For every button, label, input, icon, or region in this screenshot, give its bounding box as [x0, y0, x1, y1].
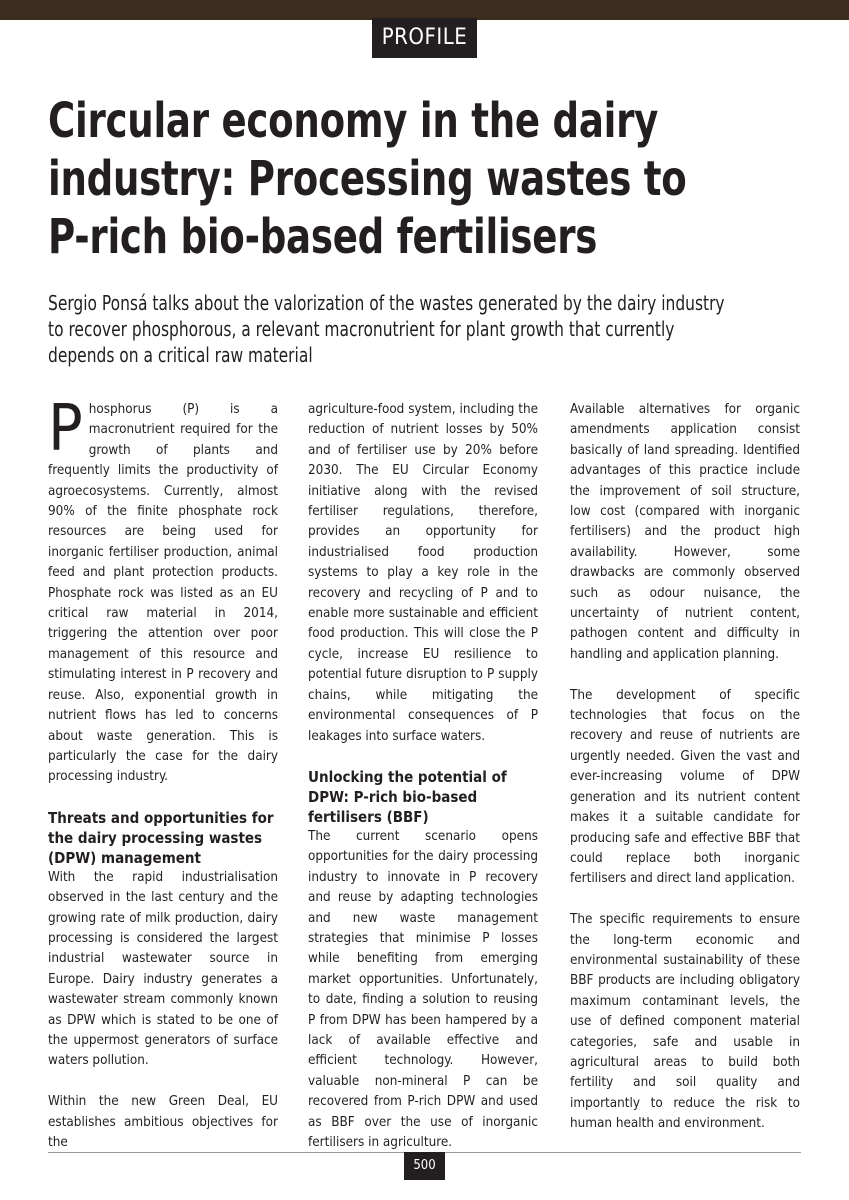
- section-heading: Threats and opportunities for the dairy processing wastes (DPW) management: [48, 808, 274, 867]
- paragraph: agriculture-food system, including the reduction of nutrient losses by 50% and of fertiliser use by 20% before 2030. The EU Circular Economy initiative along with the revised fertiliser regulations, therefore, provides an opportunity for industrialised food production systems to play a key role in the recovery and recycling of P and to enable more sustainable and efficient food production. This will close the P cycle, increase EU resilience to potential future disruption to P supply chains, while mitigating the environmental consequences of P leakages into surface waters.: [308, 402, 538, 744]
- drop-cap: P: [48, 392, 83, 466]
- top-color-bar: [0, 0, 849, 20]
- column-2: [308, 400, 538, 1153]
- paragraph: The current scenario opens opportunities for the dairy processing industry to innovate in P recovery and reuse by adapting technologies and new waste management strategies that minimise P losses while benefiting from emerging market opportunities. Unfortunately, to date, finding a solution to reusing P from DPW has been hampered by a lack of available effective and efficient technology. However, valuable non-mineral P can be recovered from P-rich DPW and used as BBF over the use of inorganic fertilisers in agriculture.: [308, 828, 538, 1150]
- paragraph: With the rapid industrialisation observed in the last century and the growing rate of milk production, dairy processing is considered the largest industrial wastewater source in Europe. Dairy industry generates a wastewater stream commonly known as DPW which is stated to be one of the uppermost generators of surface waters pollution.: [48, 869, 278, 1069]
- paragraph: The specific requirements to ensure the long-term economic and environmental sustainability of these BBF products are including obligatory maximum contaminant levels, the use of defined component material categories, safe and usable in agricultural areas to build both fertility and soil quality and importantly to reduce the risk to human health and environment.: [570, 912, 800, 1132]
- section-heading: Unlocking the potential of DPW: P-rich bio-based fertilisers (BBF): [308, 767, 507, 826]
- article-standfirst: Sergio Ponsá talks about the valorization of the wastes generated by the dairy industry to recover phosphorous, a relevant macronutrient for plant growth that currently depends on a critical raw material: [48, 291, 725, 367]
- paragraph-text: hosphorus (P) is a macronutrient required for the growth of plants and frequently limits the productivity of agroecosystems. Currently, almost 90% of the finite phosphate rock resources are being used for inorganic fertiliser production, animal feed and plant protection products. Phosphate rock was listed as an EU critical raw material in 2014, triggering the attention over poor management of this resource and stimulating interest in P recovery and reuse. Also, exponential growth in nutrient flows has led to concerns about waste generation. This is particularly the case for the dairy processing industry.: [48, 402, 278, 785]
- column-1: [48, 392, 278, 1153]
- article-title: Circular economy in the dairy industry: Processing wastes to P-rich bio-based fertilisers: [48, 93, 687, 265]
- column-3: [570, 400, 800, 1135]
- section-tag: PROFILE: [372, 18, 477, 58]
- paragraph: Available alternatives for organic amendments application consist basically of land spreading. Identified advantages of this practice include the improvement of soil structure, low cost (compared with inorganic fertilisers) and the product high availability. However, some drawbacks are commonly observed such as odour nuisance, the uncertainty of nutrient content, pathogen content and difficulty in handling and application planning.: [570, 402, 800, 662]
- paragraph: Within the new Green Deal, EU establishes ambitious objectives for the: [48, 1094, 278, 1150]
- paragraph: The development of specific technologies that focus on the recovery and reuse of nutrients are urgently needed. Given the vast and ever-increasing volume of DPW generation and its nutrient content makes it a suitable candidate for producing safe and effective BBF that could replace both inorganic fertilisers and direct land application.: [570, 687, 800, 887]
- paragraph: [48, 392, 278, 788]
- page-number: 500: [404, 1152, 445, 1180]
